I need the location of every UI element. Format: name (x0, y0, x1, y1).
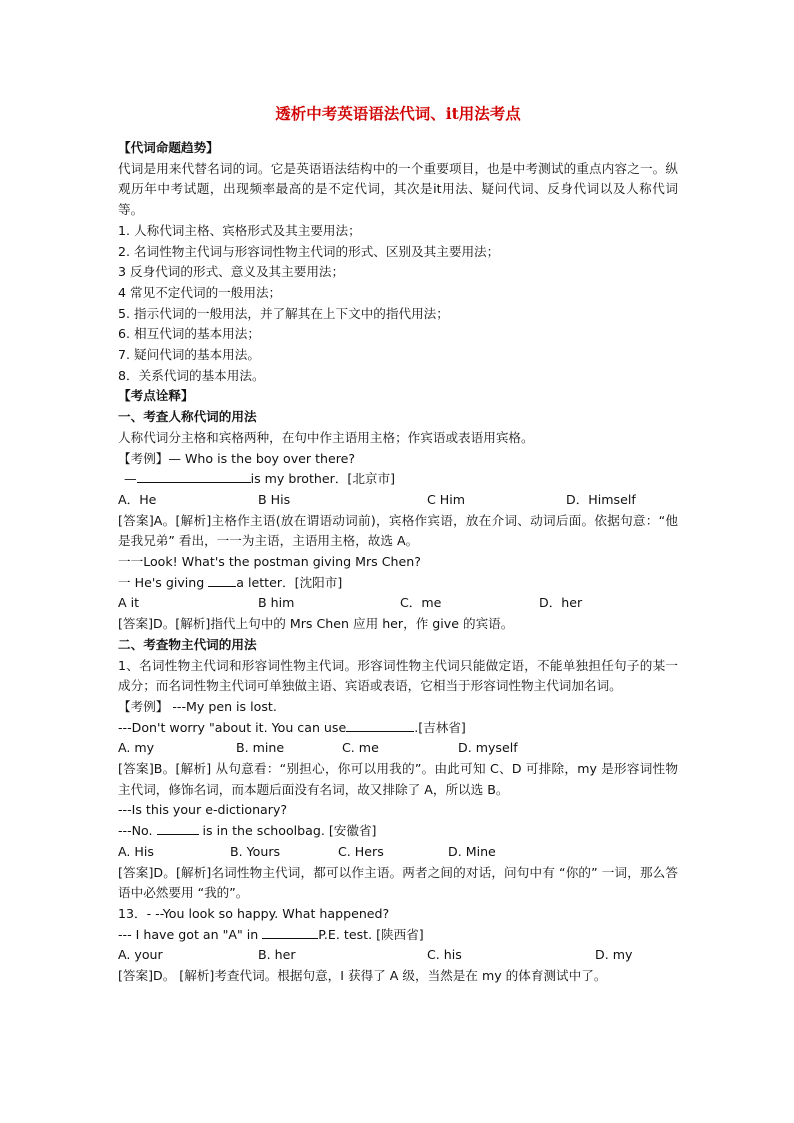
answer-explanation: [答案]D。[解析]指代上句中的 Mrs Chen 应用 her，作 give 的宾语。 (118, 616, 514, 632)
option: D．her (539, 595, 583, 611)
option: A. His (118, 843, 154, 859)
question-line: 13．- --You look so happy. What happened? (118, 905, 390, 921)
question-line: 【考例】— Who is the boy over there? (118, 450, 356, 466)
answer-explanation: [答案]B。[解析] 从句意看：“别担心，你可以用我的”。由此可知 C、D 可排除，my 是形容词性物主代词，修饰名词，而本题后面没有名词，故又排除了 A，所以选 B。 (118, 761, 678, 797)
question-text: ---No. (118, 823, 157, 839)
options-row (118, 490, 678, 511)
options-row (118, 738, 678, 759)
answer-explanation: [答案]D。 [解析]考查代词。根据句意，I 获得了 A 级，当然是在 my 的体育测试中了。 (118, 968, 607, 984)
option: A. your (118, 947, 163, 963)
options-row (118, 593, 678, 614)
trend-header: 【代词命题趋势】 (118, 140, 219, 155)
question-line: 【考例】 ---My pen is lost. (118, 698, 277, 714)
option: A it (118, 595, 140, 611)
section-desc: 1、名词性物主代词和形容词性物主代词。形容词性物主代词只能做定语，不能单独担任句子的某一成分；而名词性物主代词可单独做主语、宾语或表语，它相当于形容词性物主代词加名词。 (118, 657, 678, 694)
option: D．Himself (566, 491, 636, 507)
option: C. Hers (338, 843, 384, 859)
point-item: 2. 名词性物主代词与形容词性物主代词的形式、区别及其主要用法； (118, 243, 500, 259)
point-item: 1. 人称代词主格、宾格形式及其主要用法； (118, 222, 361, 238)
option: B him (258, 595, 295, 611)
question-line: ---Is this your e-dictionary? (118, 802, 288, 818)
answer-explanation: [答案]A。[解析]主格作主语(放在谓语动词前)，宾格作宾语，放在介词、动词后面。依据句意：“他是我兄弟” 看出，一一为主语，主语用主格，故选 A。 (118, 512, 678, 549)
option: B. her (258, 947, 296, 963)
question-line (118, 573, 678, 594)
intro-paragraph: 代词是用来代替名词的词。它是英语语法结构中的一个重要项目，也是中考测试的重点内容之一。纵观历年中考试题，出现频率最高的是不定代词，其次是it用法、疑问代词、反身代词以及人称代词等。 (118, 160, 678, 218)
answer-blank (208, 573, 236, 587)
document-page (118, 104, 678, 987)
question-line (118, 821, 678, 842)
option: A．He (118, 491, 157, 507)
question-line (118, 469, 678, 490)
option: C. his (427, 947, 462, 963)
answer-explanation: [答案]D。[解析]名词性物主代词，都可以作主语。两者之间的对话，问句中有 “你的” 一词，那么答语中必然要用 “我的”。 (118, 864, 678, 901)
option: C Him (427, 491, 466, 507)
option: D. myself (458, 740, 518, 756)
option: B His (258, 491, 291, 507)
dash: — (124, 471, 137, 487)
option: D. Mine (448, 843, 496, 859)
question-line (118, 925, 678, 946)
point-item: 3 反身代词的形式、意义及其主要用法； (118, 264, 345, 280)
option: B. Yours (230, 843, 281, 859)
question-text: ---Don't worry "about it. You can use (118, 719, 347, 735)
point-item: 6. 相互代词的基本用法； (118, 326, 260, 342)
answer-blank (157, 821, 199, 835)
point-item: 7. 疑问代词的基本用法。 (118, 347, 260, 363)
question-text: a letter．[沈阳市] (236, 574, 343, 590)
question-text: is my brother．[北京市] (250, 471, 396, 487)
question-text: .[吉林省] (414, 719, 466, 735)
option: C．me (400, 595, 442, 611)
point-item: 5. 指示代词的一般用法，并了解其在上下文中的指代用法； (118, 305, 449, 321)
section-title-personal: 一、考查人称代词的用法 (118, 409, 257, 425)
option: B. mine (236, 740, 285, 756)
question-line: 一一Look! What's the postman giving Mrs Chen? (118, 554, 421, 570)
question-text: --- I have got an "A" in (118, 926, 263, 942)
options-row (118, 842, 678, 863)
question-line (118, 718, 678, 739)
answer-blank (262, 925, 318, 939)
question-text: P.E. test. [陕西省] (318, 926, 424, 942)
section-desc: 人称代词分主格和宾格两种，在句中作主语用主格；作宾语或表语用宾格。 (118, 429, 534, 445)
point-item: 4 常见不定代词的一般用法； (118, 284, 282, 300)
option: A. my (118, 740, 155, 756)
point-item: 8．关系代词的基本用法。 (118, 367, 265, 383)
answer-blank (137, 469, 251, 483)
option: D. my (595, 947, 633, 963)
explain-header: 【考点诠释】 (118, 388, 194, 404)
question-text: is in the schoolbag. [安徽省] (198, 823, 377, 839)
options-row (118, 945, 678, 966)
option: C. me (342, 740, 379, 756)
question-text: 一 He's giving (118, 574, 209, 590)
answer-blank (346, 718, 414, 732)
section-title-possessive: 二、考查物主代词的用法 (118, 636, 257, 652)
page-title: 透析中考英语语法代词、it用法考点 (275, 104, 521, 123)
